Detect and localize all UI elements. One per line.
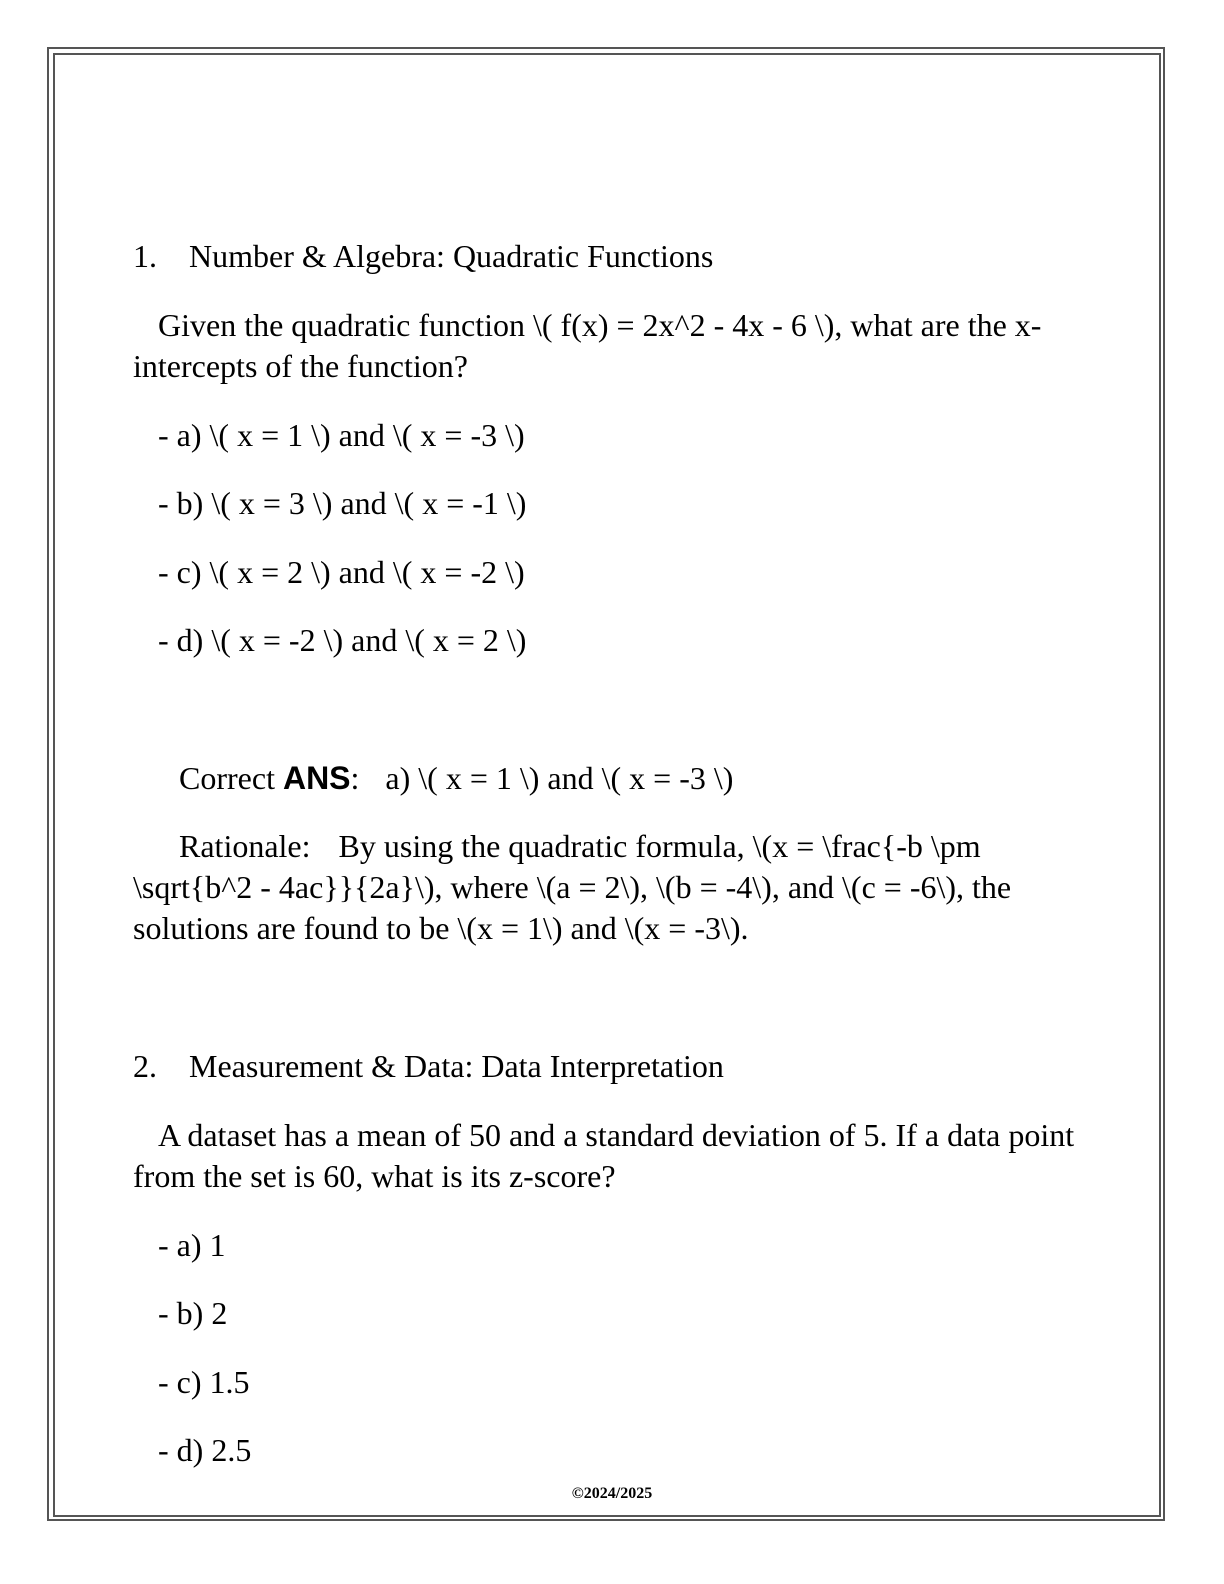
question-1-option-c: - c) \( x = 2 \) and \( x = -2 \) bbox=[158, 554, 525, 590]
question-1-number: 1. bbox=[133, 238, 157, 274]
question-1-option-b: - b) \( x = 3 \) and \( x = -1 \) bbox=[158, 485, 527, 521]
answer-value: a) \( x = 1 \) and \( x = -3 \) bbox=[385, 760, 734, 796]
rationale-label: Rationale: bbox=[179, 828, 311, 864]
question-1-prompt: Given the quadratic function \( f(x) = 2x^2 - 4x - 6 \), what are the x-intercepts of the function? bbox=[133, 307, 1042, 384]
copyright-footer: ©2024/2025 bbox=[571, 1485, 653, 1502]
question-2-option-a: - a) 1 bbox=[158, 1227, 226, 1263]
question-2-option-d: - d) 2.5 bbox=[158, 1432, 252, 1468]
question-2-option-b: - b) 2 bbox=[158, 1295, 228, 1331]
question-2-title: Measurement & Data: Data Interpretation bbox=[189, 1048, 724, 1084]
question-2-prompt: A dataset has a mean of 50 and a standard deviation of 5. If a data point from the set is 60, what is its z-score? bbox=[133, 1117, 1075, 1194]
question-1-option-d: - d) \( x = -2 \) and \( x = 2 \) bbox=[158, 622, 527, 658]
answer-label-prefix: Correct bbox=[179, 760, 283, 796]
question-1-title: Number & Algebra: Quadratic Functions bbox=[189, 238, 714, 274]
answer-label-suffix: : bbox=[350, 760, 360, 796]
question-2-option-c: - c) 1.5 bbox=[158, 1364, 250, 1400]
question-2-heading bbox=[133, 1046, 724, 1087]
answer-label-word: ANS bbox=[282, 760, 351, 796]
question-1-correct-answer bbox=[133, 758, 733, 799]
rationale-text: By using the quadratic formula, \(x = \frac{-b \pm \sqrt{b^2 - 4ac}}{2a}\), where \(a = 2\), \(b = -4\), and \(c = -6\), the solutions are found to be \(x = 1\) and \(x = -3\). bbox=[133, 828, 1012, 946]
question-1-heading bbox=[133, 236, 713, 277]
question-2-number: 2. bbox=[133, 1048, 157, 1084]
question-1-rationale bbox=[133, 826, 1083, 949]
question-1-option-a: - a) \( x = 1 \) and \( x = -3 \) bbox=[158, 417, 525, 453]
